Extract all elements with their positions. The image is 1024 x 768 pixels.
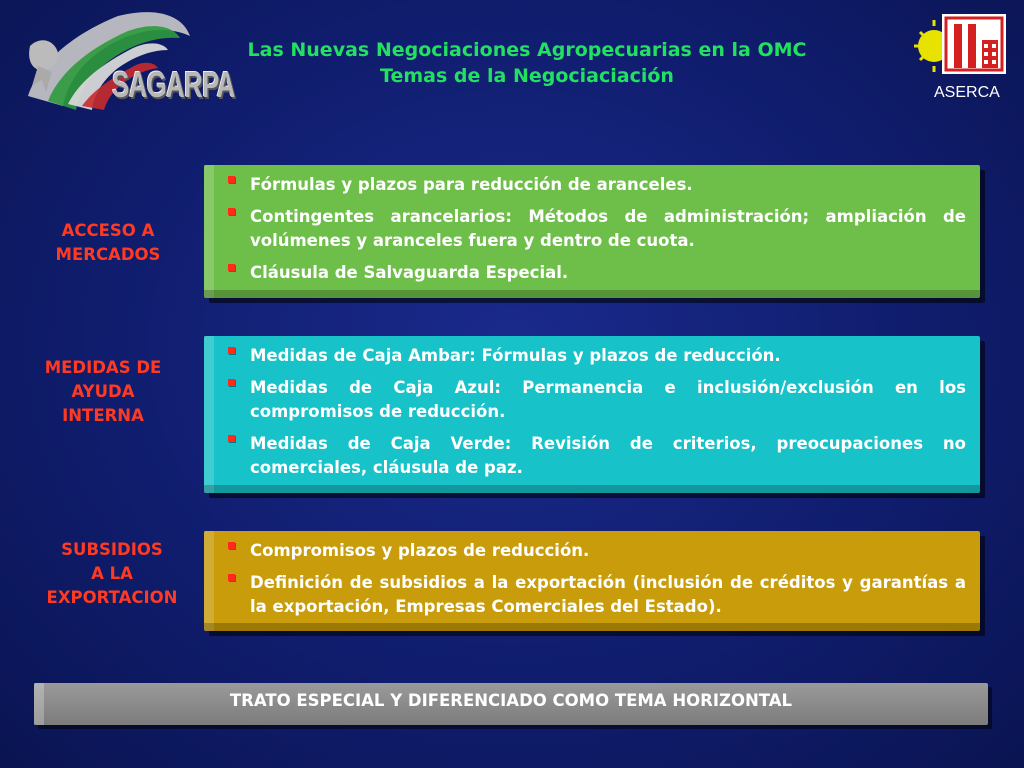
title-line-1: Las Nuevas Negociaciones Agropecuarias en la OMC [247,39,807,61]
list-item [222,344,966,368]
list-item-text: Contingentes arancelarios: Métodos de administración; ampliación de volúmenes y aranceles fuera y dentro de cuota. [250,207,966,250]
section-label-acceso-mercados [40,219,176,267]
bullet-list [204,531,980,619]
list-item-text: Cláusula de Salvaguarda Especial. [250,263,569,282]
bullet-square-icon [228,574,235,581]
section-label-line: INTERNA [62,406,144,425]
aserca-logo [912,10,1012,106]
section-label-line: A LA [91,564,133,583]
aserca-emblem-icon [912,10,1012,82]
bullet-square-icon [228,347,235,354]
section-label-ayuda-interna [30,356,176,428]
section-label-subsidios-exportacion [30,538,194,610]
bullet-list [204,336,980,480]
section-box-subsidios-exportacion [204,531,980,631]
list-item [222,173,966,197]
list-item-text: Medidas de Caja Ambar: Fórmulas y plazos de reducción. [250,346,781,365]
bullet-list [204,165,980,285]
list-item [222,539,966,563]
section-box-ayuda-interna [204,336,980,493]
section-label-line: EXPORTACION [46,588,178,607]
section-box-acceso-mercados [204,165,980,298]
sagarpa-logo [8,6,235,112]
bullet-square-icon [228,542,235,549]
horizontal-theme-text: TRATO ESPECIAL Y DIFERENCIADO COMO TEMA HORIZONTAL [229,691,793,710]
list-item [222,205,966,253]
section-label-line: AYUDA [71,382,135,401]
list-item-text: Compromisos y plazos de reducción. [250,541,590,560]
page-title [210,37,844,89]
list-item-text: Medidas de Caja Azul: Permanencia e inclusión/exclusión en los compromisos de reducción. [250,378,966,421]
horizontal-theme-bar [34,683,988,725]
list-item [222,432,966,480]
sagarpa-wordmark: SAGARPA [112,64,235,105]
section-label-line: MERCADOS [55,245,161,264]
aserca-label: ASERCA [934,84,1000,101]
bullet-square-icon [228,208,235,215]
section-label-line: SUBSIDIOS [61,540,163,559]
list-item [222,571,966,619]
list-item-text: Definición de subsidios a la exportación (inclusión de créditos y garantías a la exportación, Empresas Comerciales del Estado). [250,573,966,616]
section-label-line: MEDIDAS DE [44,358,162,377]
bullet-square-icon [228,435,235,442]
section-label-line: ACCESO A [61,221,155,240]
bullet-square-icon [228,379,235,386]
list-item-text: Fórmulas y plazos para reducción de aranceles. [250,175,693,194]
bullet-square-icon [228,264,235,271]
bullet-square-icon [228,176,235,183]
list-item [222,261,966,285]
list-item-text: Medidas de Caja Verde: Revisión de criterios, preocupaciones no comerciales, cláusula de paz. [250,434,966,477]
list-item [222,376,966,424]
title-line-2: Temas de la Negociaciación [380,65,674,87]
